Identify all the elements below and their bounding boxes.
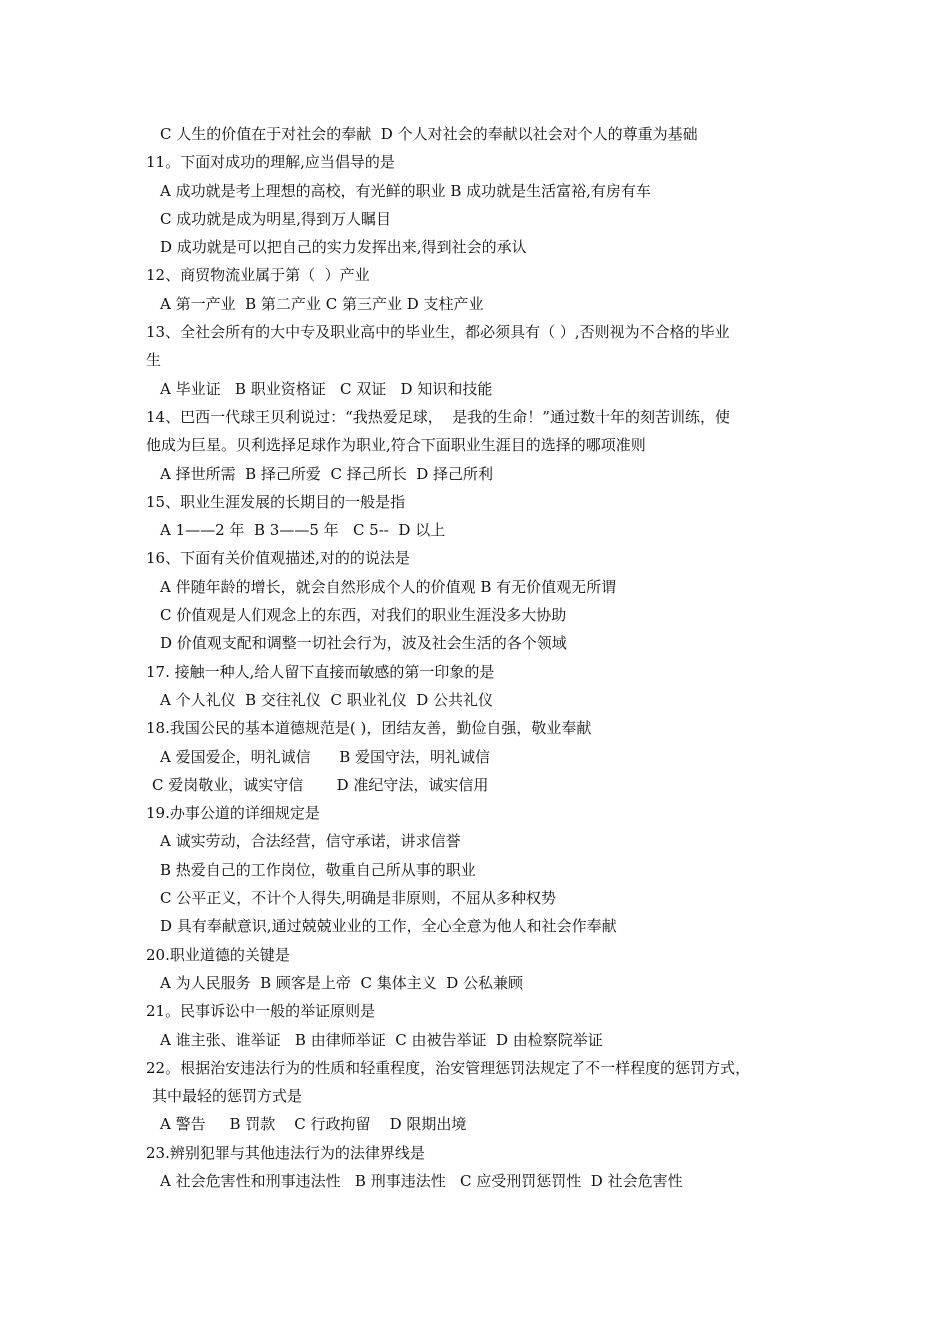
question-line: 13、全社会所有的大中专及职业高中的毕业生，都必须具有（ ）,否则视为不合格的毕业 bbox=[146, 323, 730, 342]
question-line: 14、巴西一代球王贝利说过：“我热爱足球， 是我的生命！”通过数十年的刻苦训练，使 bbox=[146, 407, 730, 426]
option-line: C 成功就是成为明星,得到万人瞩目 bbox=[160, 209, 392, 228]
question-line: 16、下面有关价值观描述,对的的说法是 bbox=[146, 549, 410, 568]
option-line: A 第一产业 B 第二产业 C 第三产业 D 支柱产业 bbox=[160, 294, 484, 313]
option-line: A 爱国爱企，明礼诚信 B 爱国守法，明礼诚信 bbox=[160, 747, 491, 766]
option-line: D 价值观支配和调整一切社会行为，波及社会生活的各个领域 bbox=[160, 634, 567, 653]
option-line: A 诚实劳动，合法经营，信守承诺，讲求信誉 bbox=[160, 832, 461, 851]
question-line: 19.办事公道的详细规定是 bbox=[146, 804, 320, 823]
question-line: 20.职业道德的关键是 bbox=[146, 945, 290, 964]
option-line: A 毕业证 B 职业资格证 C 双证 D 知识和技能 bbox=[160, 379, 493, 398]
option-line: A 个人礼仪 B 交往礼仪 C 职业礼仪 D 公共礼仪 bbox=[160, 690, 494, 709]
option-line: A 成功就是考上理想的高校，有光鲜的职业 B 成功就是生活富裕,有房有车 bbox=[160, 181, 651, 200]
option-line: C 价值观是人们观念上的东西，对我们的职业生涯没多大协助 bbox=[160, 606, 567, 625]
question-list bbox=[146, 120, 826, 1195]
option-line: A 1——2 年 B 3——5 年 C 5-- D 以上 bbox=[160, 521, 446, 540]
question-line: 11。下面对成功的理解,应当倡导的是 bbox=[146, 153, 395, 172]
question-line: 18.我国公民的基本道德规范是( )，团结友善，勤俭自强，敬业奉献 bbox=[146, 719, 592, 738]
question-line: 21。民事诉讼中一般的举证原则是 bbox=[146, 1002, 376, 1021]
question-line: 生 bbox=[146, 351, 162, 370]
option-line: D 成功就是可以把自己的实力发挥出来,得到社会的承认 bbox=[160, 238, 527, 257]
option-line: A 择世所需 B 择己所爱 C 择己所长 D 择己所利 bbox=[160, 464, 494, 483]
option-line: B 热爱自己的工作岗位，敬重自己所从事的职业 bbox=[160, 860, 476, 879]
option-line: D 具有奉献意识,通过兢兢业业的工作，全心全意为他人和社会作奉献 bbox=[160, 917, 617, 936]
option-line: A 社会危害性和刑事违法性 B 刑事违法性 C 应受刑罚惩罚性 D 社会危害性 bbox=[160, 1171, 683, 1190]
question-line: 23.辨别犯罪与其他违法行为的法律界线是 bbox=[146, 1143, 425, 1162]
option-line: C 爱岗敬业，诚实守信 D 准纪守法，诚实信用 bbox=[152, 775, 489, 794]
option-line: A 伴随年龄的增长，就会自然形成个人的价值观 B 有无价值观无所谓 bbox=[160, 577, 617, 596]
option-line: A 为人民服务 B 顾客是上帝 C 集体主义 D 公私兼顾 bbox=[160, 973, 524, 992]
option-line: C 人生的价值在于对社会的奉献 D 个人对社会的奉献以社会对个人的尊重为基础 bbox=[160, 125, 698, 143]
question-line: 15、职业生涯发展的长期目的一般是指 bbox=[146, 492, 406, 511]
option-line: C 公平正义，不计个人得失,明确是非原则，不屈从多种权势 bbox=[160, 889, 557, 908]
question-line: 他成为巨星。贝利选择足球作为职业,符合下面职业生涯目的选择的哪项准则 bbox=[146, 436, 646, 455]
question-line: 12、商贸物流业属于第（ ）产业 bbox=[146, 266, 370, 285]
option-line: 其中最轻的惩罚方式是 bbox=[152, 1087, 303, 1106]
option-line: A 谁主张、谁举证 B 由律师举证 C 由被告举证 D 由检察院举证 bbox=[160, 1030, 603, 1049]
question-line: 22。根据治安违法行为的性质和轻重程度，治安管理惩罚法规定了不一样程度的惩罚方式， bbox=[146, 1058, 751, 1077]
question-line: 17. 接触一种人,给人留下直接而敏感的第一印象的是 bbox=[146, 662, 495, 681]
option-line: A 警告 B 罚款 C 行政拘留 D 限期出境 bbox=[160, 1115, 467, 1134]
